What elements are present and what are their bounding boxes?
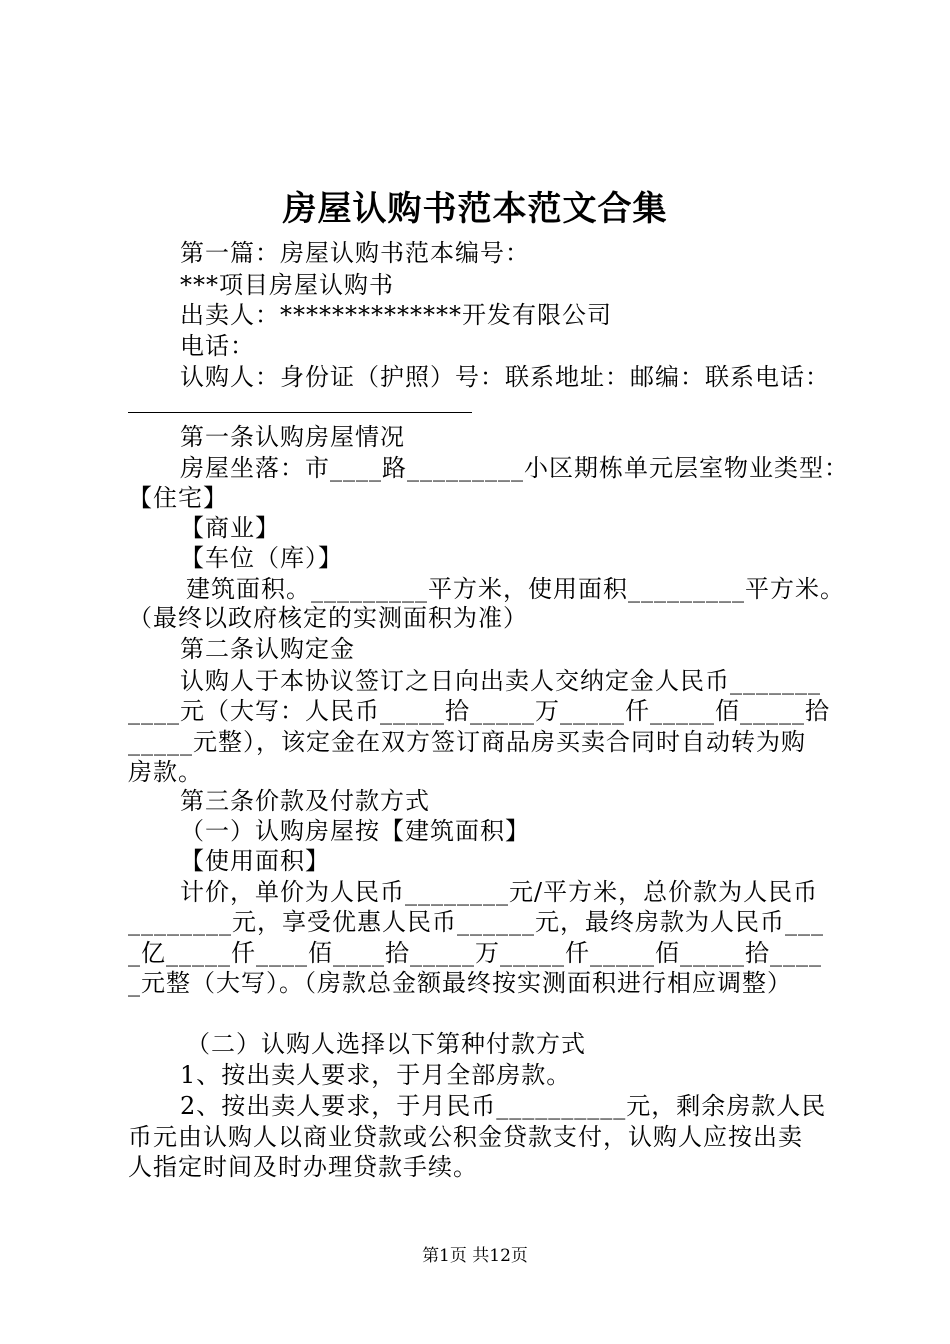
deposit-line-3: _____元整），该定金在双方签订商品房买卖合同时自动转为购 [128,728,806,756]
pricing-basis-line: （一）认购房屋按【建筑面积】 [180,817,530,845]
project-name-line: ***项目房屋认购书 [180,271,394,299]
property-type-parking: 【车位（库）】 [180,544,343,572]
deposit-line-4: 房款。 [128,758,203,786]
deposit-line-2: ____元（大写：人民币_____拾_____万_____仟_____佰_____拾 [128,697,830,725]
area-line: 建筑面积。_________平方米，使用面积_________平方米。 [186,575,845,603]
property-location-line: 房屋坐落：市____路_________小区期栋单元层室物业类型： [180,454,849,482]
document-title: 房屋认购书范本范文合集 [282,189,668,229]
blank-fill-rule [128,412,472,413]
price-line-2: ________元，享受优惠人民币______元，最终房款为人民币___ [128,908,824,936]
price-line-4: _元整（大写）。（房款总金额最终按实测面积进行相应调整） [128,969,792,997]
payment-option-1: 1、按出卖人要求，于月全部房款。 [180,1061,572,1089]
payment-method-heading: （二）认购人选择以下第种付款方式 [186,1030,586,1058]
article-three-heading: 第三条价款及付款方式 [180,787,430,815]
page-footer: 第1页 共12页 [422,1246,528,1266]
payment-option-2-line-1: 2、按出卖人要求，于月民币__________元，剩余房款人民 [180,1092,827,1120]
property-type-commercial: 【商业】 [180,514,280,542]
payment-option-2-line-3: 人指定时间及时办理贷款手续。 [128,1153,478,1181]
price-line-1: 计价，单价为人民币________元/平方米，总价款为人民币 [180,878,819,906]
article-two-heading: 第二条认购定金 [180,635,355,663]
pricing-basis-usable-area: 【使用面积】 [180,847,330,875]
article-one-heading: 第一条认购房屋情况 [180,423,405,451]
section-heading-part-one: 第一篇：房屋认购书范本编号： [180,239,530,267]
payment-option-2-line-2: 币元由认购人以商业贷款或公积金贷款支付，认购人应按出卖 [128,1123,803,1151]
property-type-residential: 【住宅】 [128,484,228,512]
phone-line: 电话： [180,332,255,360]
deposit-line-1: 认购人于本协议签订之日向出卖人交纳定金人民币_______ [180,667,821,695]
seller-line: 出卖人：**************开发有限公司 [180,301,612,329]
area-note-line: （最终以政府核定的实测面积为准） [128,604,528,632]
price-line-3: _亿_____仟____佰____拾_____万_____仟_____佰_____拾____ [128,939,822,967]
buyer-info-line: 认购人：身份证（护照）号：联系地址：邮编：联系电话： [180,363,830,391]
